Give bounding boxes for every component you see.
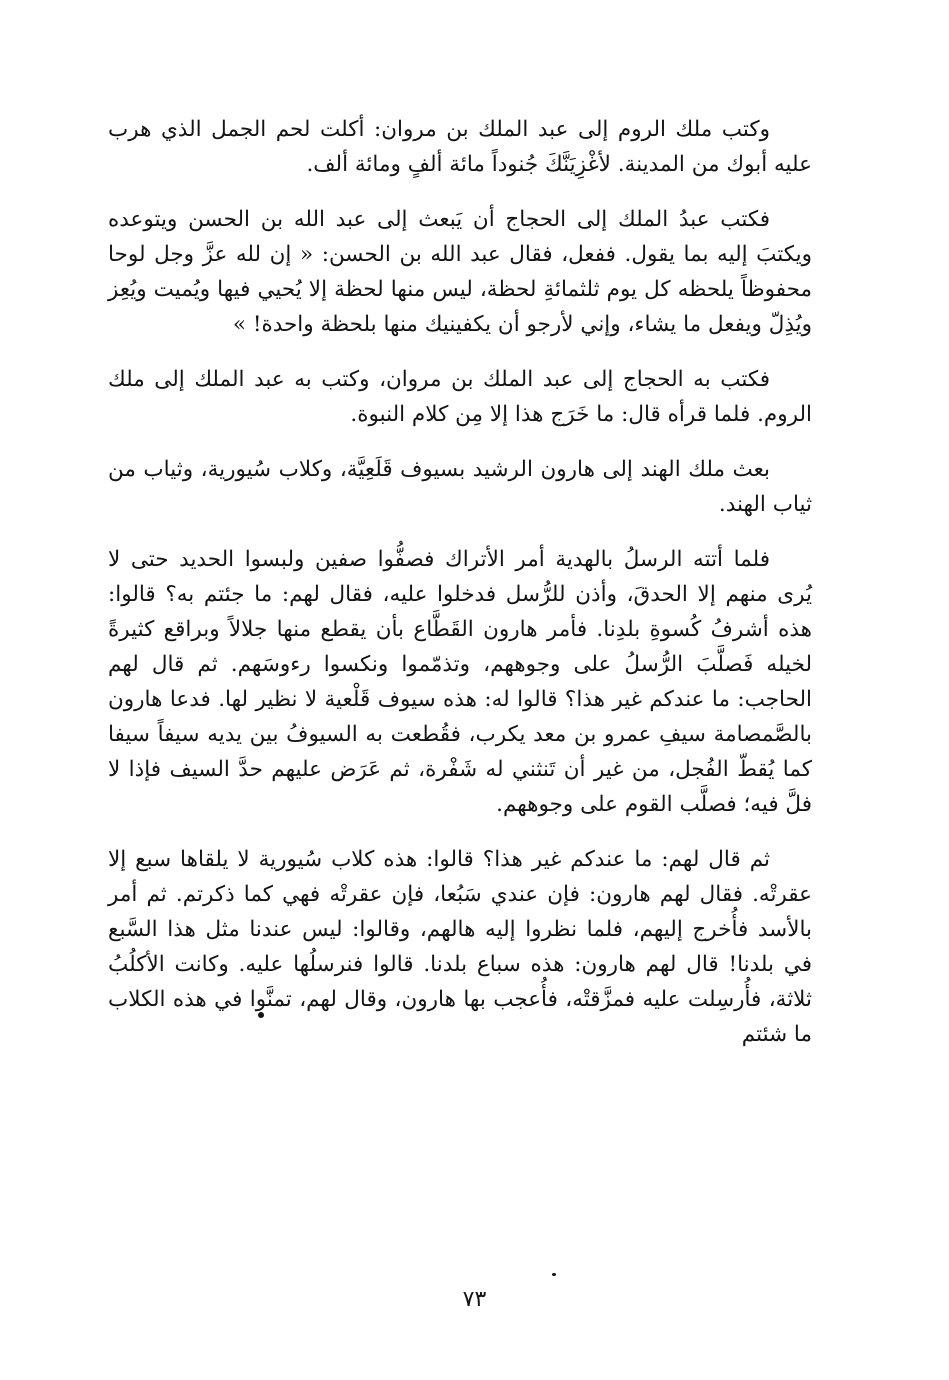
paragraph-4: بعث ملك الهند إلى هارون الرشيد بسيوف قَلَعِيَّة، وكلاب سُيورية، وثياب من ثياب الهند. (108, 457, 812, 517)
paragraph-2: فكتب عبدُ الملك إلى الحجاج أن يَبعث إلى عبد الله بن الحسن ويتوعده ويكتبَ إليه بما يقول. ففعل، فقال عبد الله بن الحسن: « إن لله عزَّ وجل لوحا محفوظاً يلحظه كل يوم ثلثمائةِ لحظة، ليس منها لحظة إلا يُحيي فيها ويُميت ويُعِز ويُذِلّ ويفعل ما يشاء، وإني لأرجو أن يكفينيك منها بلحظة واحدة! » (108, 207, 812, 337)
page-number: ٧٣ (462, 1287, 487, 1312)
ink-speck (258, 1012, 264, 1018)
body-text (108, 112, 812, 1052)
paragraph-3: فكتب به الحجاج إلى عبد الملك بن مروان، وكتب به عبد الملك إلى ملك الروم. فلما قرأه قال: ما خَرَج هذا إلا مِن كلام النبوة. (108, 367, 812, 427)
paragraph-6: ثم قال لهم: ما عندكم غير هذا؟ قالوا: هذه كلاب سُيورية لا يلقاها سبع إلا عقرتْه. فقال لهم هارون: فإن عندي سَبُعا، فإن عقرتْه فهي كما ذكرتم. ثم أمر بالأسد فأُخرج إليهم، فلما نظروا إليه هالهم، وقالوا: ليس عندنا مثل هذا السَّبع في بلدنا! قال لهم هارون: هذه سباع بلدنا. قالوا فنرسلُها عليه. وكانت الأكلُبُ ثلاثة، فأُرسِلت عليه فمزَّقتْه، فأُعجب بها هارون، وقال لهم، تمنَّوا في هذه الكلاب ما شئتم (108, 847, 812, 1047)
paragraph-5: فلما أتته الرسلُ بالهدية أمر الأتراك فصفُّوا صفين ولبسوا الحديد حتى لا يُرى منهم إلا الحدقَ، وأذن للرُّسل فدخلوا عليه، فقال لهم: ما جئتم به؟ قالوا: هذه أشرفُ كُسوةِ بلدِنا. فأمر هارون القَطَّاع بأن يقطع منها جلالاً وبراقع كثيرةً لخيله فَصلَّبَ الرُّسلُ على وجوههم، وتذمّموا ونكسوا رءوسَهم. ثم قال لهم الحاجب: ما عندكم غير هذا؟ قالوا له: هذه سيوف قَلْعية لا نظير لها. فدعا هارون بالصَّمصامة سيفِ عمرو بن معد يكرب، فقُطعت به السيوفُ بين يديه سيفاً سيفا كما يُقطّ الفُجل، من غير أن تَنثني له شَفْرة، ثم عَرَض عليهم حدَّ السيف فإذا لا فلَّ فيه؛ فصلَّب القوم على وجوههم. (108, 547, 812, 817)
ink-speck (552, 1273, 556, 1276)
paragraph-1: وكتب ملك الروم إلى عبد الملك بن مروان: أكلت لحم الجمل الذي هرب عليه أبوك من المدينة. لأغْزِيَنَّكَ جُنوداً مائة ألفٍ ومائة ألف. (108, 117, 812, 177)
